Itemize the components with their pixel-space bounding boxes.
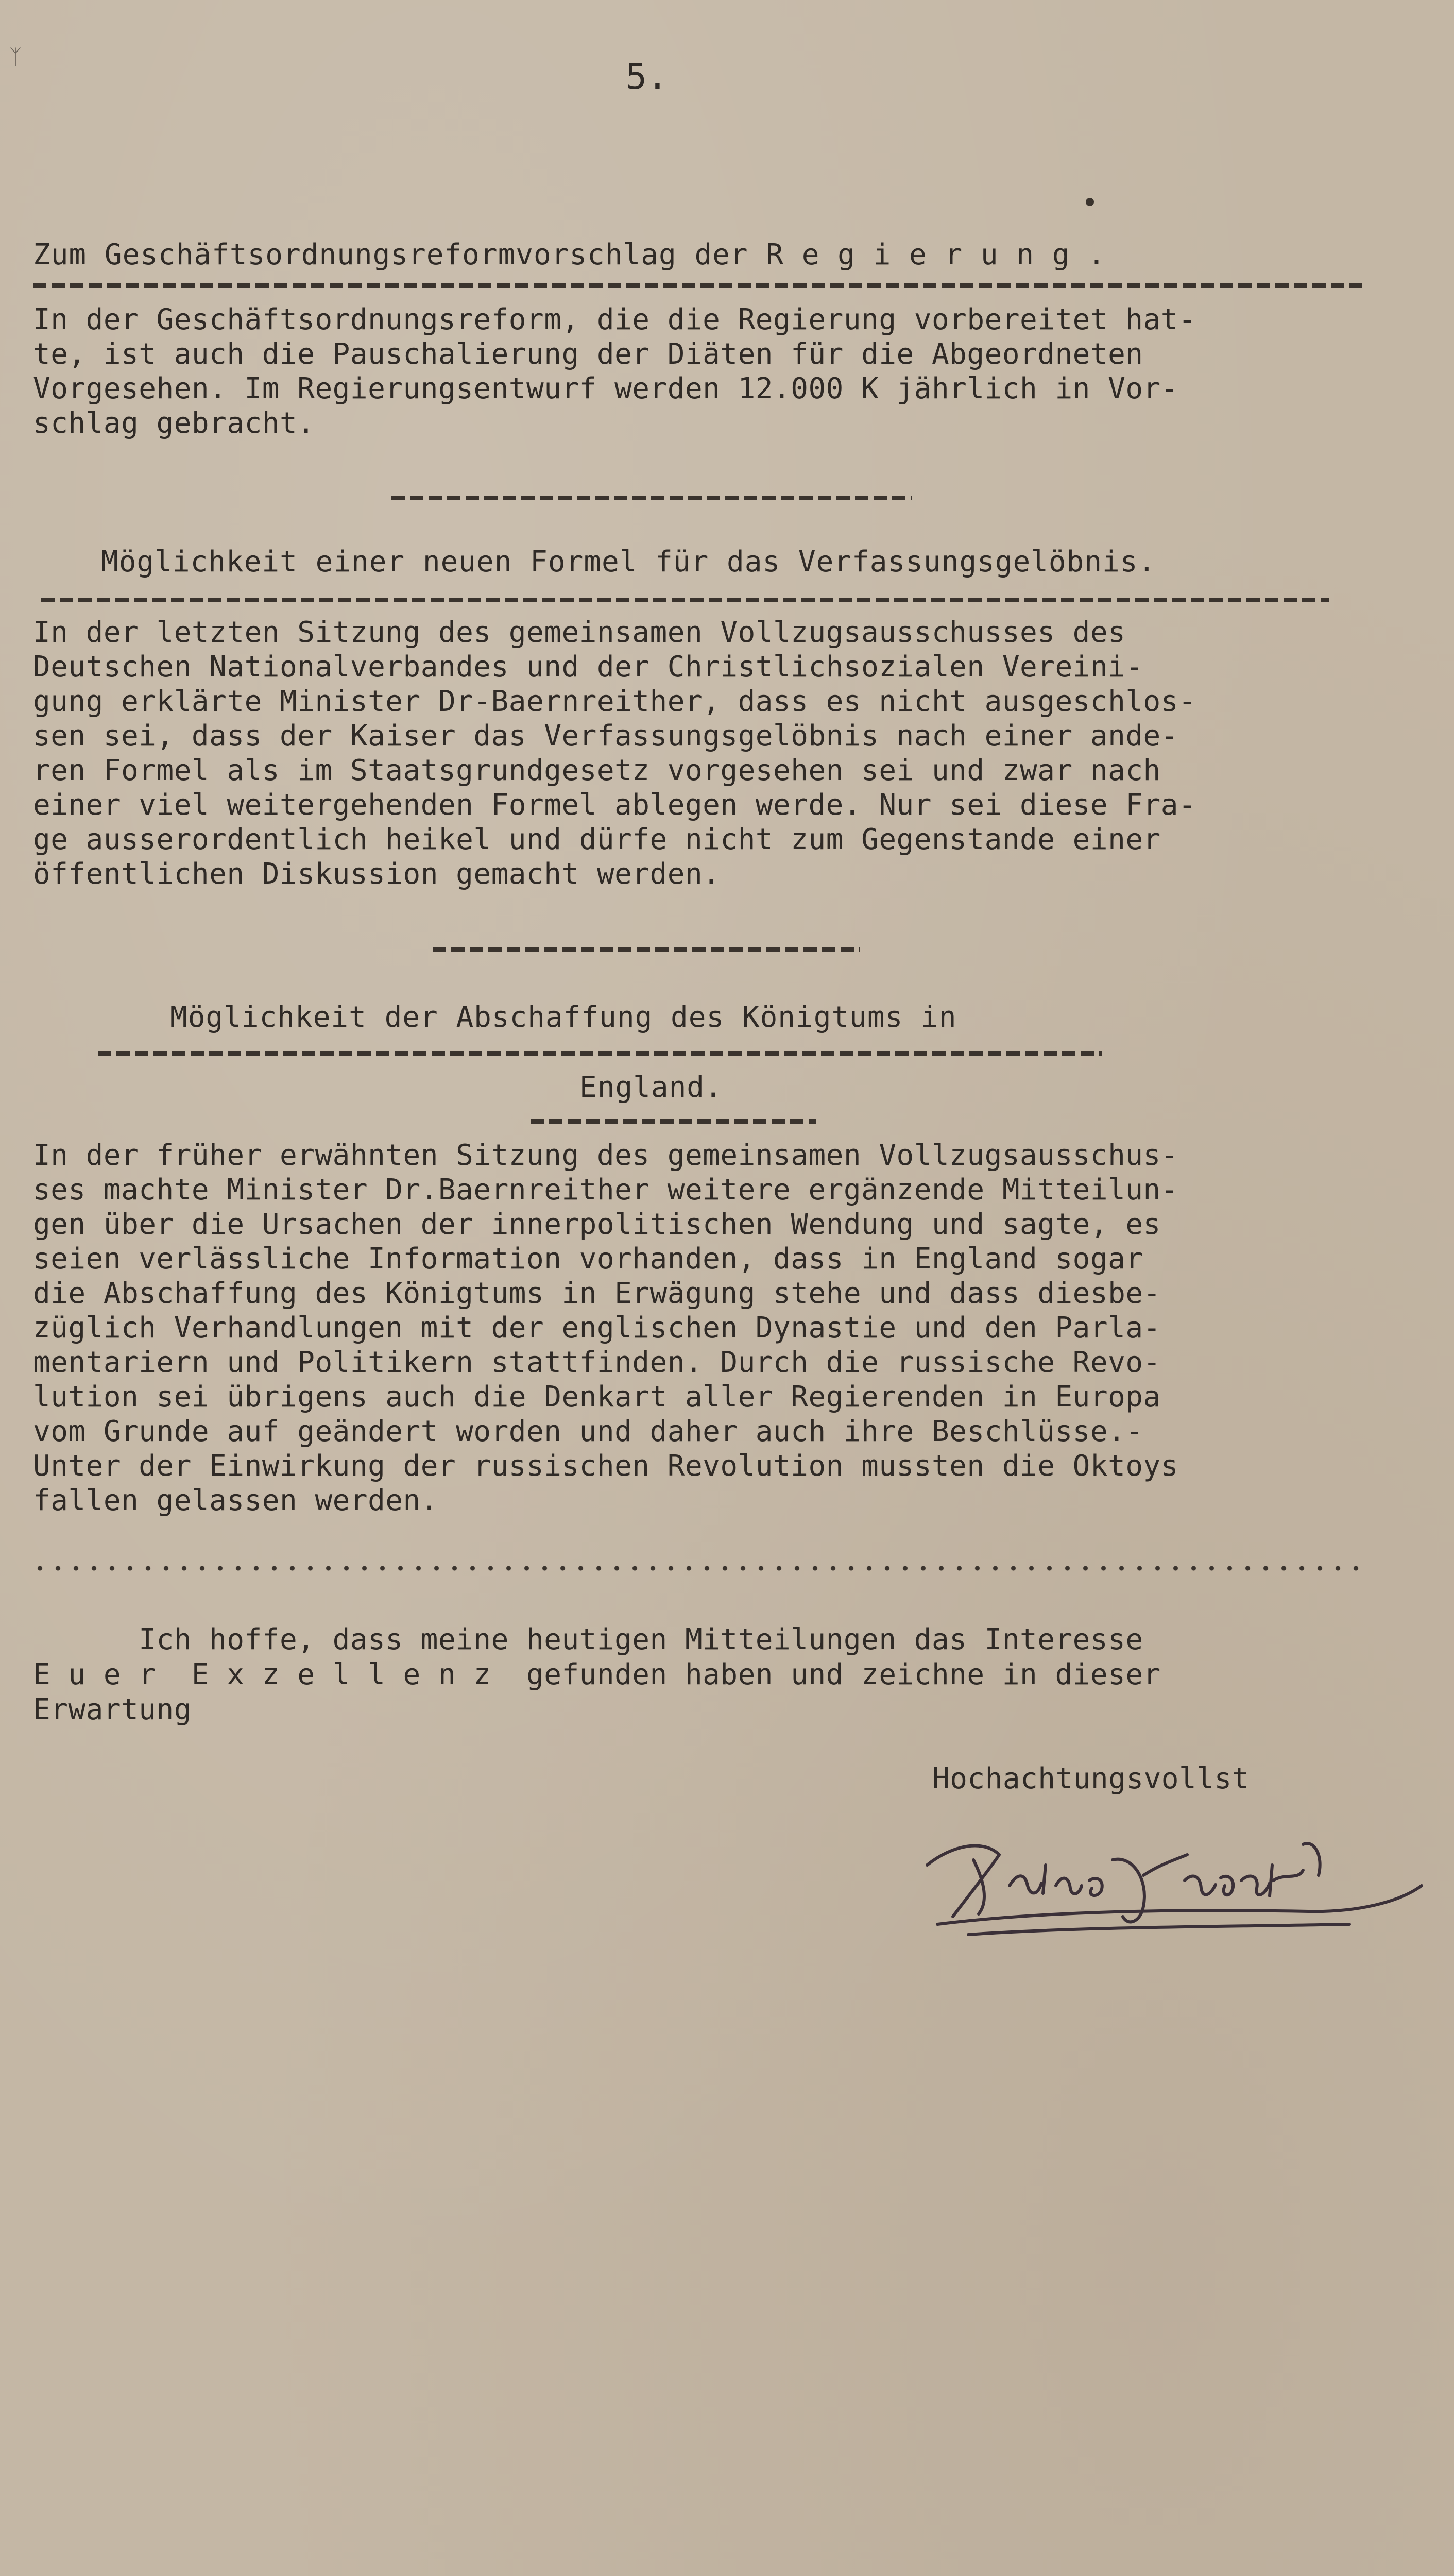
- section2-underline: [41, 598, 1329, 602]
- section2-line-2: Deutschen Nationalverbandes und der Christlichsozialen Vereini-: [33, 650, 1143, 684]
- section2-line-6: einer viel weitergehenden Formel ablegen werde. Nur sei diese Fra-: [33, 788, 1196, 822]
- asterisk-separator: [31, 1564, 1370, 1573]
- page-corner-mark: ᛉ: [9, 45, 22, 69]
- section3-underline-1: [98, 1051, 1102, 1056]
- section1-line-1: In der Geschäftsordnungsreform, die die Regierung vorbereitet hat-: [33, 303, 1196, 336]
- section1-line-4: schlag gebracht.: [33, 406, 315, 440]
- section3-line-11: fallen gelassen werden.: [33, 1484, 438, 1517]
- handwritten-signature: [906, 1824, 1447, 1947]
- closing-line-1: Ich hoffe, dass meine heutigen Mitteilungen das Interesse: [33, 1623, 1143, 1656]
- section3-underline-2: [531, 1119, 816, 1124]
- section3-line-5: die Abschaffung des Königtums in Erwägung stehe und dass diesbe-: [33, 1277, 1161, 1310]
- closing-line-2: E u e r E x z e l l e n z gefunden haben und zeichne in dieser: [33, 1658, 1161, 1691]
- section2-heading: Möglichkeit einer neuen Formel für das Verfassungsgelöbnis.: [101, 545, 1156, 579]
- section3-line-7: mentariern und Politikern stattfinden. Durch die russische Revo-: [33, 1346, 1161, 1379]
- section1-heading: Zum Geschäftsordnungsreformvorschlag der R e g i e r u n g .: [33, 238, 1106, 272]
- section2-line-8: öffentlichen Diskussion gemacht werden.: [33, 857, 721, 891]
- closing-line-3: Erwartung: [33, 1693, 192, 1726]
- section2-line-5: ren Formel als im Staatsgrundgesetz vorgesehen sei und zwar nach: [33, 754, 1161, 787]
- section3-line-4: seien verlässliche Information vorhanden, dass in England sogar: [33, 1242, 1143, 1276]
- section3-line-8: lution sei übrigens auch die Denkart aller Regierenden in Europa: [33, 1380, 1161, 1414]
- section3-line-10: Unter der Einwirkung der russischen Revolution mussten die Oktoys: [33, 1449, 1178, 1483]
- section3-line-9: vom Grunde auf geändert worden und daher auch ihre Beschlüsse.-: [33, 1415, 1143, 1448]
- section2-line-1: In der letzten Sitzung des gemeinsamen Vollzugsausschusses des: [33, 616, 1126, 649]
- section2-line-7: ge ausserordentlich heikel und dürfe nicht zum Gegenstande einer: [33, 823, 1161, 856]
- section3-heading-line-1: Möglichkeit der Abschaffung des Königtums in: [170, 1001, 957, 1034]
- salutation: Hochachtungsvollst: [932, 1762, 1250, 1795]
- section1-line-2: te, ist auch die Pauschalierung der Diäten für die Abgeordneten: [33, 337, 1143, 371]
- section-divider-2: [433, 947, 860, 952]
- section1-underline: [33, 283, 1362, 288]
- section3-heading-line-2: England.: [579, 1071, 723, 1104]
- page-number: 5.: [626, 57, 668, 97]
- ink-dot: [1086, 198, 1094, 206]
- section3-line-3: gen über die Ursachen der innerpolitischen Wendung und sagte, es: [33, 1208, 1161, 1241]
- section3-line-1: In der früher erwähnten Sitzung des gemeinsamen Vollzugsausschus-: [33, 1139, 1178, 1172]
- section-divider-1: [391, 496, 912, 500]
- section3-line-6: züglich Verhandlungen mit der englischen Dynastie und den Parla-: [33, 1311, 1161, 1345]
- section1-line-3: Vorgesehen. Im Regierungsentwurf werden 12.000 K jährlich in Vor-: [33, 372, 1178, 405]
- section2-line-4: sen sei, dass der Kaiser das Verfassungsgelöbnis nach einer ande-: [33, 719, 1178, 753]
- section3-line-2: ses machte Minister Dr.Baernreither weitere ergänzende Mitteilun-: [33, 1173, 1178, 1207]
- section2-line-3: gung erklärte Minister Dr-Baernreither, dass es nicht ausgeschlos-: [33, 685, 1196, 718]
